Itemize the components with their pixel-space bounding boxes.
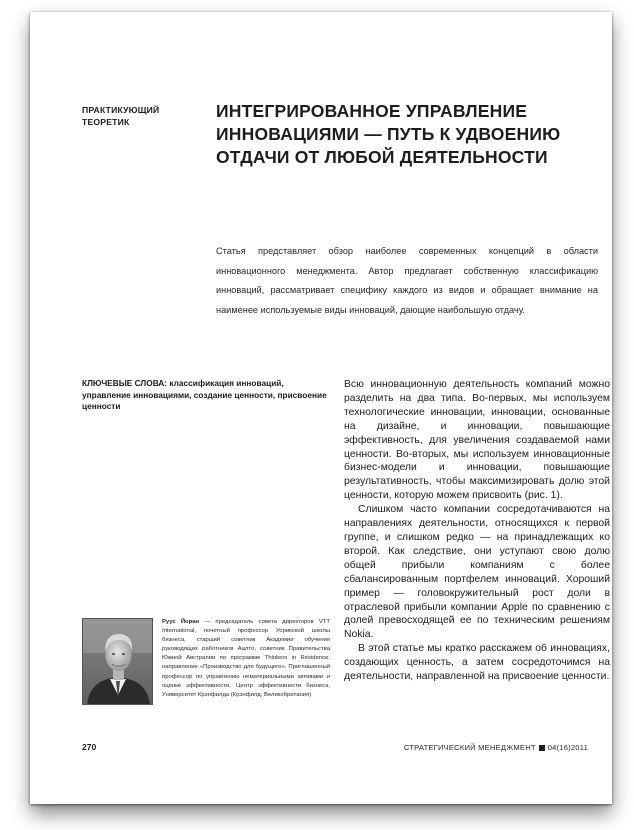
rubric-line-1: ПРАКТИКУЮЩИЙ bbox=[82, 105, 160, 115]
article-abstract: Статья представляет обзор наиболее современных концепций в области инновационного менеджмента. Автор предлагает собственную классификацию инноваций, рассматривает специфику каждого из видов и обращает внимание на наименее используемые виды инноваций, дающие наибольшую отдачу. bbox=[216, 246, 598, 315]
article-title-line-3: ОТДАЧИ ОТ ЛЮБОЙ ДЕЯТЕЛЬНОСТИ bbox=[216, 147, 548, 167]
article-body bbox=[344, 378, 610, 684]
body-paragraph-2: Слишком часто компании сосредотачиваются на направлениях деятельности, относящихся к первой группе, и слишком редко — на принадлежащих ко второй. Как следствие, они уступают свою долю общей прибыли компаниям с более сбалансированным портфелем инноваций. Хороший пример — головокружительный рост доли в отраслевой прибыли компании Apple по сравнению с долей превосходящей ее по техническим решениям Nokia. bbox=[344, 504, 610, 641]
page-number: 270 bbox=[82, 742, 97, 752]
square-bullet-icon bbox=[539, 745, 545, 751]
author-bio-text: — председатель совета директоров VTT International, почетный профессор Уорикской школы бизнеса, старший советник Академии обучения руководящих работников Аалто, советник Правительства Южной Австралии по программе Thinkers in Residence, направление «Производство для будущего». Приглашенный профессор по управлению нематериальными активами и оценке эффективности, Центр эффективности бизнеса, Университет Крэнфилда (Крэнфилд, Великобритания) bbox=[162, 619, 330, 698]
keywords-label: КЛЮЧЕВЫЕ СЛОВА: bbox=[82, 378, 168, 388]
rubric-label bbox=[82, 104, 202, 128]
author-bio bbox=[162, 618, 330, 700]
journal-name: СТРАТЕГИЧЕСКИЙ МЕНЕДЖМЕНТ bbox=[403, 743, 536, 752]
journal-footer bbox=[404, 743, 588, 752]
article-title-line-1: ИНТЕГРИРОВАННОЕ УПРАВЛЕНИЕ bbox=[216, 101, 528, 121]
body-paragraph-3: В этой статье мы кратко расскажем об инновациях, создающих ценность, а затем сосредоточимся на деятельности, направленной на присвоение ценности. bbox=[344, 643, 610, 683]
rubric-line-2: ТЕОРЕТИК bbox=[82, 117, 130, 127]
article-title-line-2: ИННОВАЦИЯМИ — ПУТЬ К УДВОЕНИЮ bbox=[216, 124, 561, 144]
keywords-text: классификация инноваций, управление инновациями, создание ценности, присвоение ценности bbox=[82, 378, 327, 411]
article-page bbox=[30, 12, 612, 804]
body-paragraph-1: Всю инновационную деятельность компаний можно разделить на два типа. Во-первых, мы используем технологические инновации, инновации, основанные на дизайне, и инновации, повышающие эффективность, для увеличения создаваемой нами ценности. Во-вторых, мы используем инновационные бизнес-модели и инновации, повышающие результативность, чтобы максимизировать долю этой ценности, которую можем присвоить (рис. 1). bbox=[344, 379, 610, 502]
author-name: Руус Йоран bbox=[162, 619, 200, 625]
journal-issue: 04(16)2011 bbox=[547, 743, 588, 752]
author-photo bbox=[82, 618, 153, 705]
keywords-block bbox=[82, 378, 328, 413]
article-title bbox=[216, 100, 606, 169]
